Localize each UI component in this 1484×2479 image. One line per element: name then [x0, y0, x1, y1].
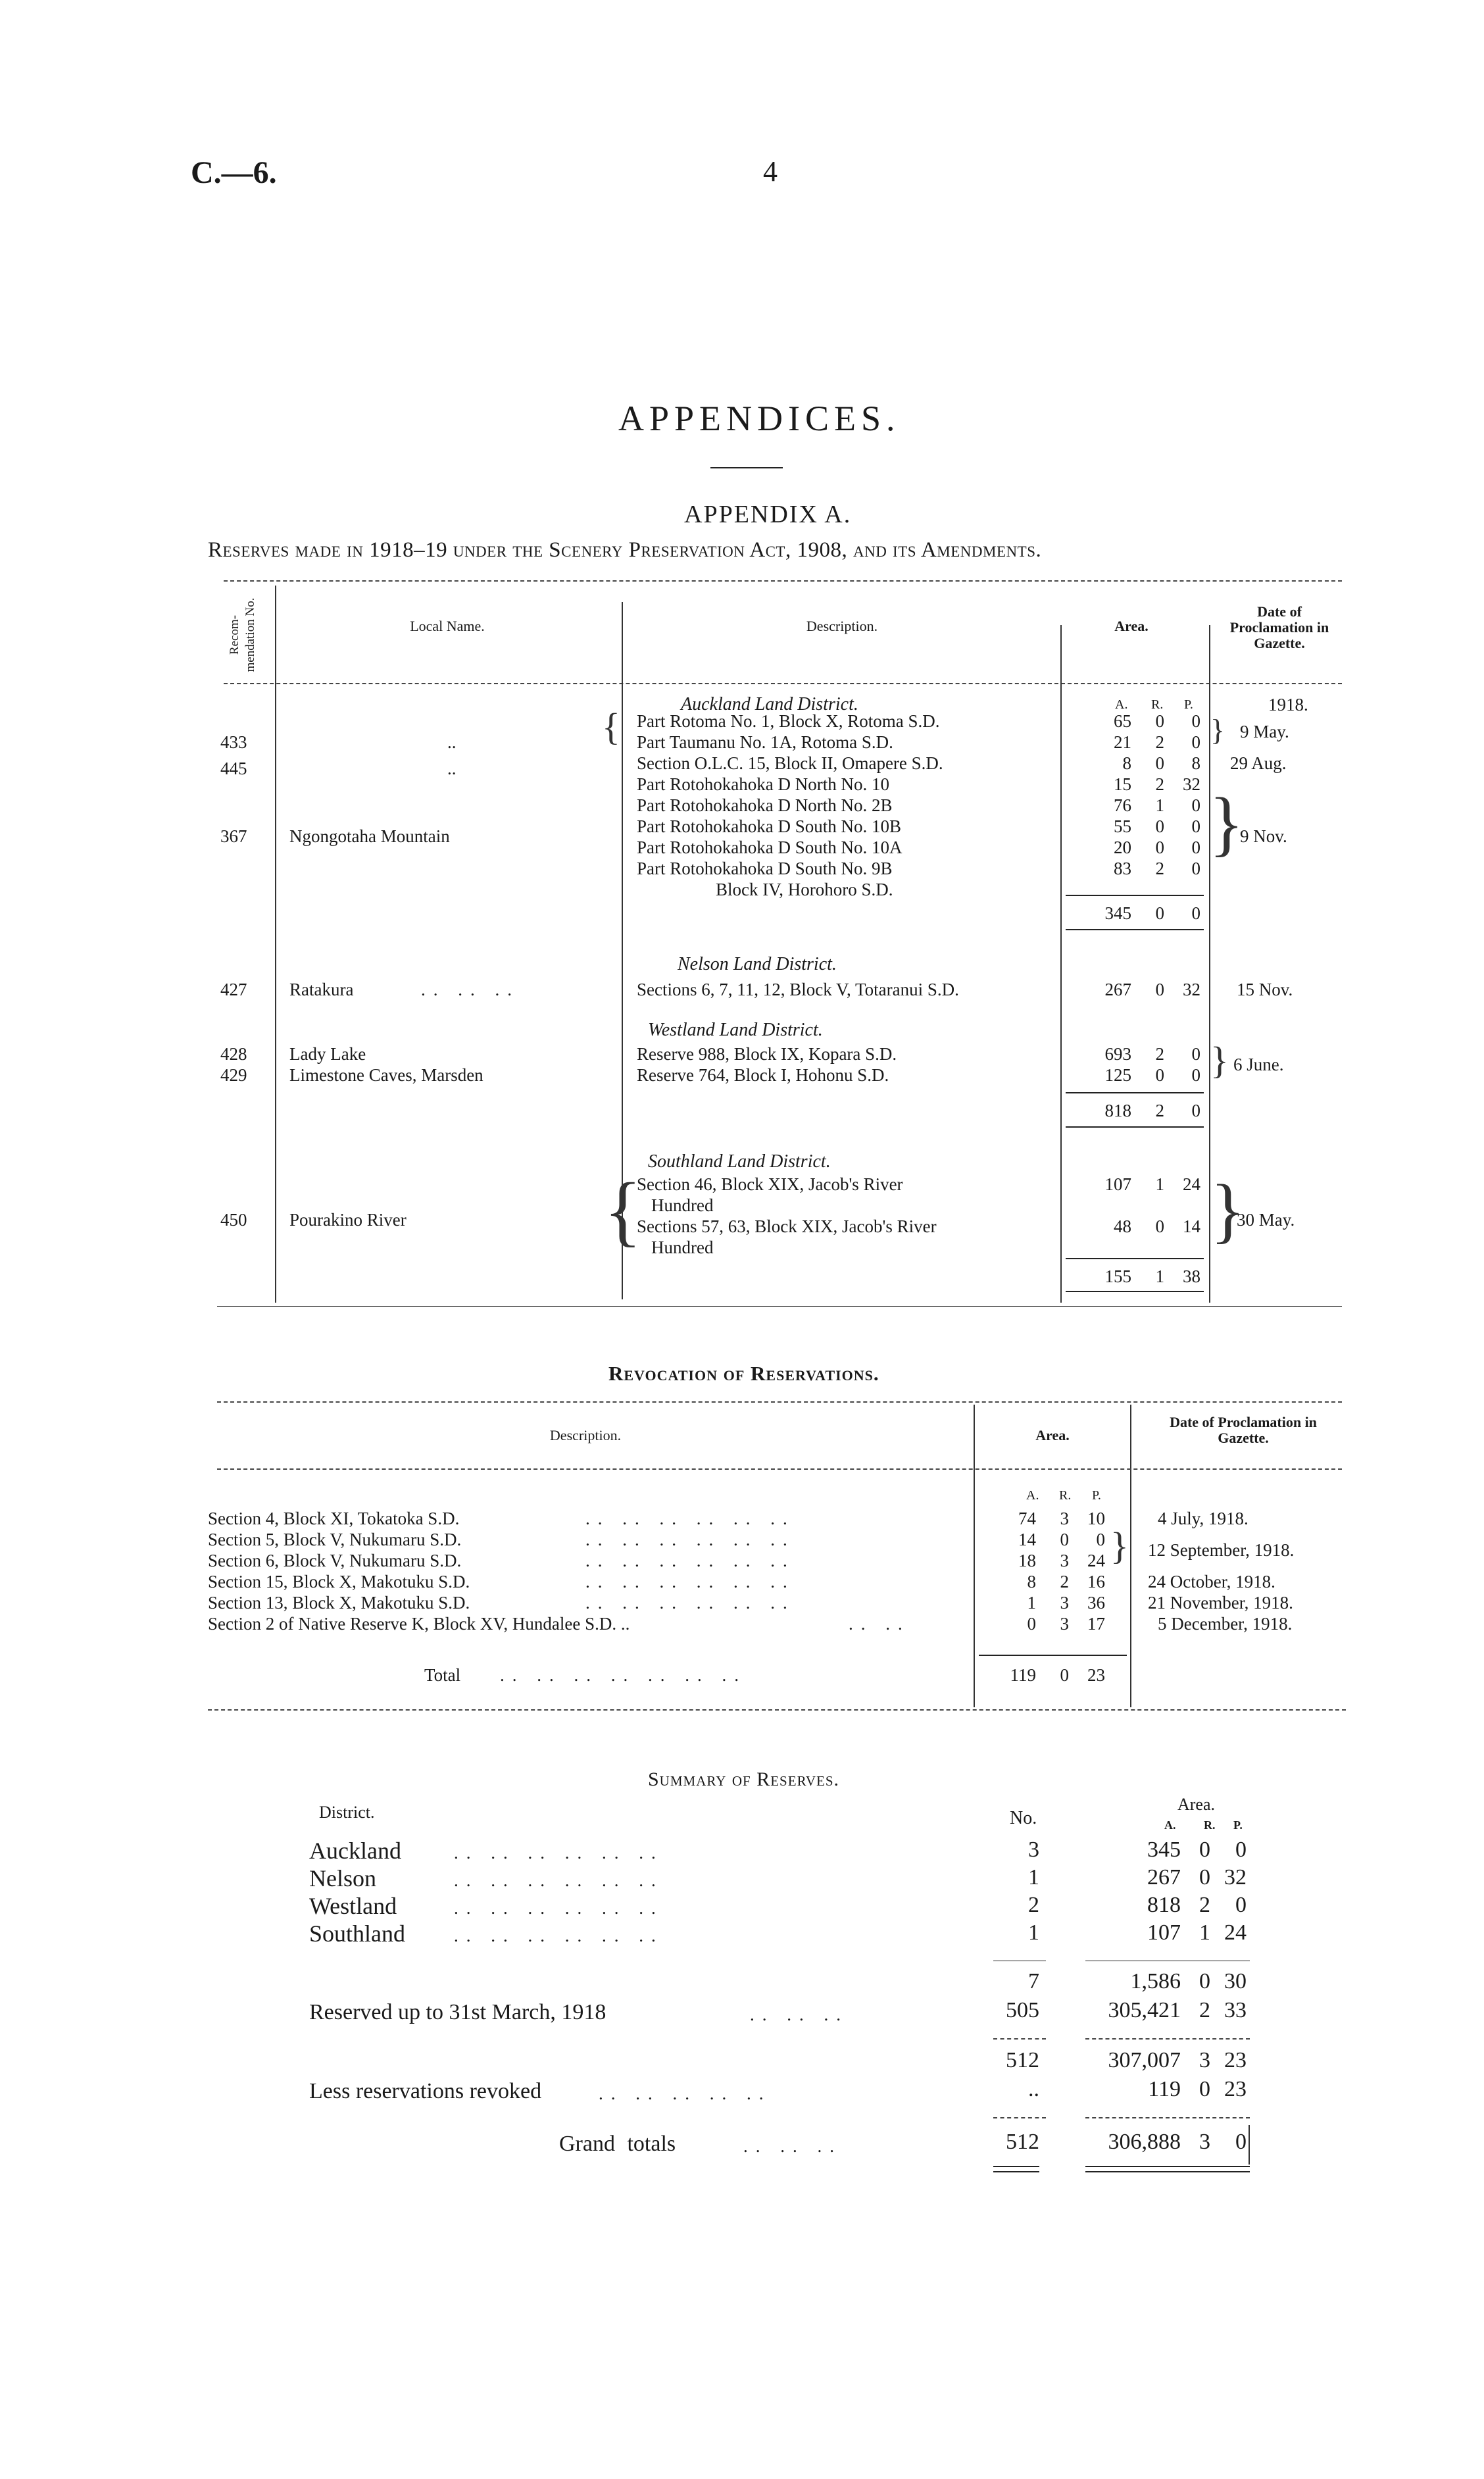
rev-area-roods: 3	[1060, 1593, 1069, 1613]
rev-area-roods: 3	[1060, 1509, 1069, 1528]
description: Sections 6, 7, 11, 12, Block V, Totaranui S.D.	[637, 980, 959, 999]
area-roods: 1	[1155, 795, 1164, 815]
brace: {	[604, 1166, 642, 1254]
summary-subtotal2-perches: 23	[1224, 2048, 1247, 2072]
rev-bottom-rule	[208, 1709, 1346, 1711]
summary-revoked-roods: 0	[1199, 2077, 1210, 2101]
summary-reserved-perches: 33	[1224, 1998, 1247, 2022]
proclamation-date: 29 Aug.	[1230, 753, 1287, 773]
rev-col-header-date: Date of Proclamation in Gazette.	[1170, 1414, 1317, 1446]
total-roods: 1	[1155, 1266, 1164, 1286]
summary-acres: 267	[1147, 1865, 1181, 1890]
rev-total-acres: 119	[1010, 1665, 1036, 1685]
area-perches: 0	[1191, 795, 1200, 815]
summary-rule	[993, 2117, 1046, 2118]
summary-rule	[1085, 2117, 1250, 2118]
rev-date: 5 December, 1918.	[1158, 1614, 1293, 1634]
leader-dots: .. .. .. .. .. ..	[454, 1870, 664, 1890]
leader-dots: .. .. .. .. .. ..	[585, 1509, 795, 1528]
rev-col-header-area: Area.	[1035, 1427, 1070, 1443]
brace: }	[1209, 783, 1244, 863]
year-label: 1918.	[1268, 695, 1308, 714]
total-acres: 155	[1104, 1266, 1131, 1286]
local-name: Lady Lake	[289, 1044, 366, 1064]
summary-reserved-no: 505	[1006, 1998, 1039, 2022]
area-perches: 0	[1191, 1044, 1200, 1064]
summary-subtotal-no: 7	[1028, 1969, 1039, 1993]
rev-area-acres: 1	[1027, 1593, 1036, 1613]
rec-no: 427	[220, 980, 247, 999]
summary-acres: 107	[1147, 1920, 1181, 1945]
unit-perches: P.	[1184, 697, 1193, 712]
rev-area-perches: 24	[1087, 1551, 1105, 1570]
rev-area-acres: 0	[1027, 1614, 1036, 1634]
summary-col-district: District.	[319, 1803, 375, 1822]
summary-no: 2	[1028, 1893, 1039, 1917]
summary-perches: 24	[1224, 1920, 1247, 1945]
rev-area-acres: 14	[1018, 1530, 1036, 1549]
area-perches: 32	[1183, 980, 1200, 999]
summary-grand-acres: 306,888	[1108, 2130, 1181, 2154]
summary-reserved-label: Reserved up to 31st March, 1918	[309, 2000, 606, 2024]
rev-description: Section 5, Block V, Nukumaru S.D.	[208, 1530, 462, 1549]
summary-reserved-acres: 305,421	[1108, 1998, 1181, 2022]
area-roods: 0	[1155, 711, 1164, 731]
total-acres: 818	[1104, 1101, 1131, 1120]
district-heading-nelson: Nelson Land District.	[678, 954, 837, 974]
summary-subtotal-perches: 30	[1224, 1969, 1247, 1993]
summary-perches: 0	[1235, 1893, 1247, 1917]
table-a-header-rule	[224, 683, 1342, 684]
rev-date: 21 November, 1918.	[1148, 1593, 1293, 1613]
area-roods: 0	[1155, 1216, 1164, 1236]
revocation-title: Revocation of Reservations.	[608, 1362, 879, 1385]
proclamation-date: 30 May.	[1237, 1210, 1295, 1230]
summary-reserved-roods: 2	[1199, 1998, 1210, 2022]
area-roods: 0	[1155, 838, 1164, 857]
area-acres: 8	[1122, 753, 1131, 773]
leader-dots: .. .. .. .. .. ..	[585, 1551, 795, 1570]
district-heading-westland: Westland Land District.	[648, 1020, 823, 1040]
brace: }	[1110, 1524, 1129, 1567]
rev-total-label: Total	[424, 1665, 461, 1685]
summary-subtotal2-roods: 3	[1199, 2048, 1210, 2072]
rev-total-rule	[979, 1655, 1127, 1656]
summary-subtotal-roods: 0	[1199, 1969, 1210, 1993]
unit-perches: P.	[1233, 1818, 1243, 1832]
brace: {	[602, 705, 620, 748]
col-header-area: Area.	[1114, 618, 1149, 634]
subtotal-rule	[1066, 1258, 1204, 1259]
leader-dots: .. .. .. .. ..	[599, 2084, 772, 2103]
total-roods: 0	[1155, 903, 1164, 923]
summary-no: 3	[1028, 1838, 1039, 1862]
rev-area-perches: 17	[1087, 1614, 1105, 1634]
leader-dots: .. .. .. .. .. ..	[585, 1572, 795, 1591]
brace: }	[1210, 1170, 1245, 1250]
unit-acres: A.	[1026, 1488, 1039, 1503]
unit-acres: A.	[1115, 697, 1128, 712]
rev-top-rule	[217, 1401, 1342, 1403]
area-perches: 24	[1183, 1174, 1200, 1194]
rec-no: 428	[220, 1044, 247, 1064]
rev-description: Section 2 of Native Reserve K, Block XV, Hundalee S.D. ..	[208, 1614, 630, 1634]
summary-grand-no: 512	[1006, 2130, 1039, 2154]
rec-no: 433	[220, 732, 247, 752]
proclamation-date: 9 Nov.	[1240, 826, 1287, 846]
summary-divider	[1249, 2125, 1250, 2165]
local-name: Ratakura	[289, 980, 354, 999]
rev-area-acres: 74	[1018, 1509, 1036, 1528]
col-header-local-name: Local Name.	[410, 618, 485, 634]
summary-double-rule	[1085, 2166, 1250, 2167]
description: Part Rotoma No. 1, Block X, Rotoma S.D.	[637, 711, 940, 731]
table-a-bottom-rule	[217, 1306, 1342, 1307]
area-acres: 21	[1114, 732, 1131, 752]
summary-title: Summary of Reserves.	[648, 1768, 840, 1790]
summary-revoked-no: ..	[1028, 2077, 1039, 2101]
col-header-date: Date of Proclamation in Gazette.	[1229, 603, 1329, 651]
page-title: APPENDICES.	[618, 399, 901, 438]
area-perches: 0	[1191, 732, 1200, 752]
description: Part Rotohokahoka D South No. 10B	[637, 816, 901, 836]
description: Hundred	[651, 1238, 714, 1257]
summary-district: Westland	[309, 1893, 397, 1919]
leader-dots: .. .. .. .. .. ..	[454, 1926, 664, 1945]
summary-double-rule	[993, 2171, 1039, 2172]
summary-revoked-label: Less reservations revoked	[309, 2079, 542, 2103]
summary-rule	[1085, 2038, 1250, 2040]
proclamation-date: 6 June.	[1233, 1055, 1284, 1074]
leader-dots: .. .. .. .. .. ..	[454, 1843, 664, 1863]
summary-col-no: No.	[1010, 1808, 1037, 1828]
rec-no: 445	[220, 759, 247, 778]
rev-divider	[974, 1405, 975, 1707]
rev-description: Section 6, Block V, Nukumaru S.D.	[208, 1551, 462, 1570]
rev-date: 24 October, 1918.	[1148, 1572, 1275, 1591]
area-perches: 14	[1183, 1216, 1200, 1236]
summary-grand-label: Grand totals	[559, 2132, 676, 2156]
rev-area-perches: 0	[1096, 1530, 1105, 1549]
local-name: ..	[447, 759, 457, 778]
local-name: Pourakino River	[289, 1210, 407, 1230]
document-code: C.—6.	[191, 155, 277, 190]
area-roods: 2	[1155, 1044, 1164, 1064]
description: Part Rotohokahoka D North No. 2B	[637, 795, 893, 815]
unit-roods: R.	[1059, 1488, 1072, 1503]
leader-dots: .. .. .. .. .. .. ..	[500, 1665, 747, 1685]
summary-acres: 345	[1147, 1838, 1181, 1862]
area-roods: 0	[1155, 980, 1164, 999]
rev-area-perches: 16	[1087, 1572, 1105, 1591]
area-acres: 107	[1104, 1174, 1131, 1194]
area-acres: 125	[1104, 1065, 1131, 1085]
rev-col-header-description: Description.	[549, 1427, 622, 1443]
area-roods: 2	[1155, 859, 1164, 878]
leader-dots: .. .. ..	[750, 2005, 849, 2024]
total-perches: 0	[1191, 1101, 1200, 1120]
summary-perches: 0	[1235, 1838, 1247, 1862]
rev-date: 12 September, 1918.	[1148, 1540, 1295, 1560]
proclamation-date: 9 May.	[1240, 722, 1289, 741]
local-name: Limestone Caves, Marsden	[289, 1065, 483, 1085]
summary-roods: 2	[1199, 1893, 1210, 1917]
leader-dots: .. .. .. .. .. ..	[585, 1530, 795, 1549]
summary-no: 1	[1028, 1865, 1039, 1890]
rev-area-roods: 0	[1060, 1530, 1069, 1549]
summary-rule	[993, 2038, 1046, 2040]
appendix-subtitle: Reserves made in 1918–19 under the Scenery Preservation Act, 1908, and its Amendments.	[208, 538, 1042, 562]
area-roods: 2	[1155, 774, 1164, 794]
summary-no: 1	[1028, 1920, 1039, 1945]
summary-perches: 32	[1224, 1865, 1247, 1890]
total-acres: 345	[1104, 903, 1131, 923]
summary-district: Nelson	[309, 1865, 376, 1891]
area-acres: 15	[1114, 774, 1131, 794]
rev-total-roods: 0	[1060, 1665, 1069, 1685]
area-acres: 83	[1114, 859, 1131, 878]
area-acres: 693	[1104, 1044, 1131, 1064]
description: Reserve 764, Block I, Hohonu S.D.	[637, 1065, 889, 1085]
summary-revoked-perches: 23	[1224, 2077, 1247, 2101]
subtotal-rule	[1066, 1092, 1204, 1093]
rev-description: Section 4, Block XI, Tokatoka S.D.	[208, 1509, 460, 1528]
rev-description: Section 15, Block X, Makotuku S.D.	[208, 1572, 470, 1591]
unit-perches: P.	[1092, 1488, 1101, 1503]
unit-roods: R.	[1204, 1818, 1216, 1832]
appendix-label: APPENDIX A.	[684, 501, 852, 528]
summary-district: Southland	[309, 1920, 406, 1947]
rev-date: 4 July, 1918.	[1158, 1509, 1249, 1528]
brace: }	[1210, 1039, 1229, 1082]
total-perches: 38	[1183, 1266, 1200, 1286]
summary-district: Auckland	[309, 1838, 401, 1864]
summary-col-area: Area.	[1177, 1795, 1216, 1814]
leader-dots: .. .. .. .. .. ..	[454, 1898, 664, 1918]
rec-no: 450	[220, 1210, 247, 1230]
description: Part Taumanu No. 1A, Rotoma S.D.	[637, 732, 893, 752]
leader-dots: .. .. .. .. .. ..	[585, 1593, 795, 1613]
rev-area-roods: 3	[1060, 1614, 1069, 1634]
proclamation-date: 15 Nov.	[1237, 980, 1293, 999]
rev-divider	[1130, 1405, 1131, 1707]
summary-acres: 818	[1147, 1893, 1181, 1917]
title-rule	[710, 467, 783, 468]
col-header-recommendation: Recom-mendation No.	[228, 597, 257, 672]
description: Block IV, Horohoro S.D.	[716, 880, 893, 899]
summary-grand-roods: 3	[1199, 2130, 1210, 2154]
col-header-description: Description.	[806, 618, 878, 634]
total-roods: 2	[1155, 1101, 1164, 1120]
area-roods: 0	[1155, 816, 1164, 836]
rev-header-rule	[217, 1468, 1342, 1470]
subtotal-rule	[1066, 895, 1204, 896]
summary-roods: 0	[1199, 1865, 1210, 1890]
area-roods: 0	[1155, 753, 1164, 773]
leader-dots: .. .. ..	[421, 980, 520, 999]
area-roods: 0	[1155, 1065, 1164, 1085]
page-number: 4	[763, 155, 778, 188]
area-acres: 76	[1114, 795, 1131, 815]
rev-area-roods: 2	[1060, 1572, 1069, 1591]
table-a-divider	[275, 586, 276, 1303]
area-perches: 0	[1191, 838, 1200, 857]
rev-area-acres: 18	[1018, 1551, 1036, 1570]
table-a-top-rule	[224, 580, 1342, 582]
area-perches: 0	[1191, 711, 1200, 731]
description: Section O.L.C. 15, Block II, Omapere S.D.	[637, 753, 943, 773]
district-heading-auckland: Auckland Land District.	[681, 694, 858, 714]
rev-total-perches: 23	[1087, 1665, 1105, 1685]
unit-roods: R.	[1151, 697, 1164, 712]
brace: }	[1210, 713, 1225, 747]
area-perches: 0	[1191, 816, 1200, 836]
area-acres: 55	[1114, 816, 1131, 836]
description: Part Rotohokahoka D South No. 10A	[637, 838, 903, 857]
total-perches: 0	[1191, 903, 1200, 923]
summary-roods: 1	[1199, 1920, 1210, 1945]
rec-no: 429	[220, 1065, 247, 1085]
area-acres: 65	[1114, 711, 1131, 731]
area-acres: 20	[1114, 838, 1131, 857]
description: Hundred	[651, 1195, 714, 1215]
area-perches: 8	[1191, 753, 1200, 773]
area-perches: 0	[1191, 1065, 1200, 1085]
summary-double-rule	[993, 2166, 1039, 2167]
area-roods: 2	[1155, 732, 1164, 752]
area-roods: 1	[1155, 1174, 1164, 1194]
rev-description: Section 13, Block X, Makotuku S.D.	[208, 1593, 470, 1613]
table-a-divider	[1060, 625, 1062, 1303]
summary-double-rule	[1085, 2171, 1250, 2172]
subtotal-rule	[1066, 929, 1204, 930]
area-acres: 48	[1114, 1216, 1131, 1236]
rev-area-perches: 10	[1087, 1509, 1105, 1528]
summary-roods: 0	[1199, 1838, 1210, 1862]
rev-area-perches: 36	[1087, 1593, 1105, 1613]
summary-subtotal2-acres: 307,007	[1108, 2048, 1181, 2072]
area-acres: 267	[1104, 980, 1131, 999]
leader-dots: .. .. ..	[743, 2136, 842, 2156]
summary-grand-perches: 0	[1235, 2130, 1247, 2154]
rev-area-acres: 8	[1027, 1572, 1036, 1591]
description: Part Rotohokahoka D North No. 10	[637, 774, 889, 794]
unit-acres: A.	[1164, 1818, 1176, 1832]
description: Part Rotohokahoka D South No. 9B	[637, 859, 893, 878]
description: Sections 57, 63, Block XIX, Jacob's River	[637, 1216, 937, 1236]
subtotal-rule	[1066, 1126, 1204, 1128]
rec-no: 367	[220, 826, 247, 846]
description: Section 46, Block XIX, Jacob's River	[637, 1174, 903, 1194]
description: Reserve 988, Block IX, Kopara S.D.	[637, 1044, 897, 1064]
area-perches: 0	[1191, 859, 1200, 878]
subtotal-rule	[1066, 1291, 1204, 1292]
summary-subtotal-acres: 1,586	[1130, 1969, 1181, 1993]
leader-dots: .. ..	[849, 1614, 910, 1634]
area-perches: 32	[1183, 774, 1200, 794]
district-heading-southland: Southland Land District.	[648, 1151, 831, 1172]
local-name: ..	[447, 732, 457, 752]
summary-subtotal2-no: 512	[1006, 2048, 1039, 2072]
summary-revoked-acres: 119	[1148, 2077, 1181, 2101]
local-name: Ngongotaha Mountain	[289, 826, 450, 846]
rev-area-roods: 3	[1060, 1551, 1069, 1570]
